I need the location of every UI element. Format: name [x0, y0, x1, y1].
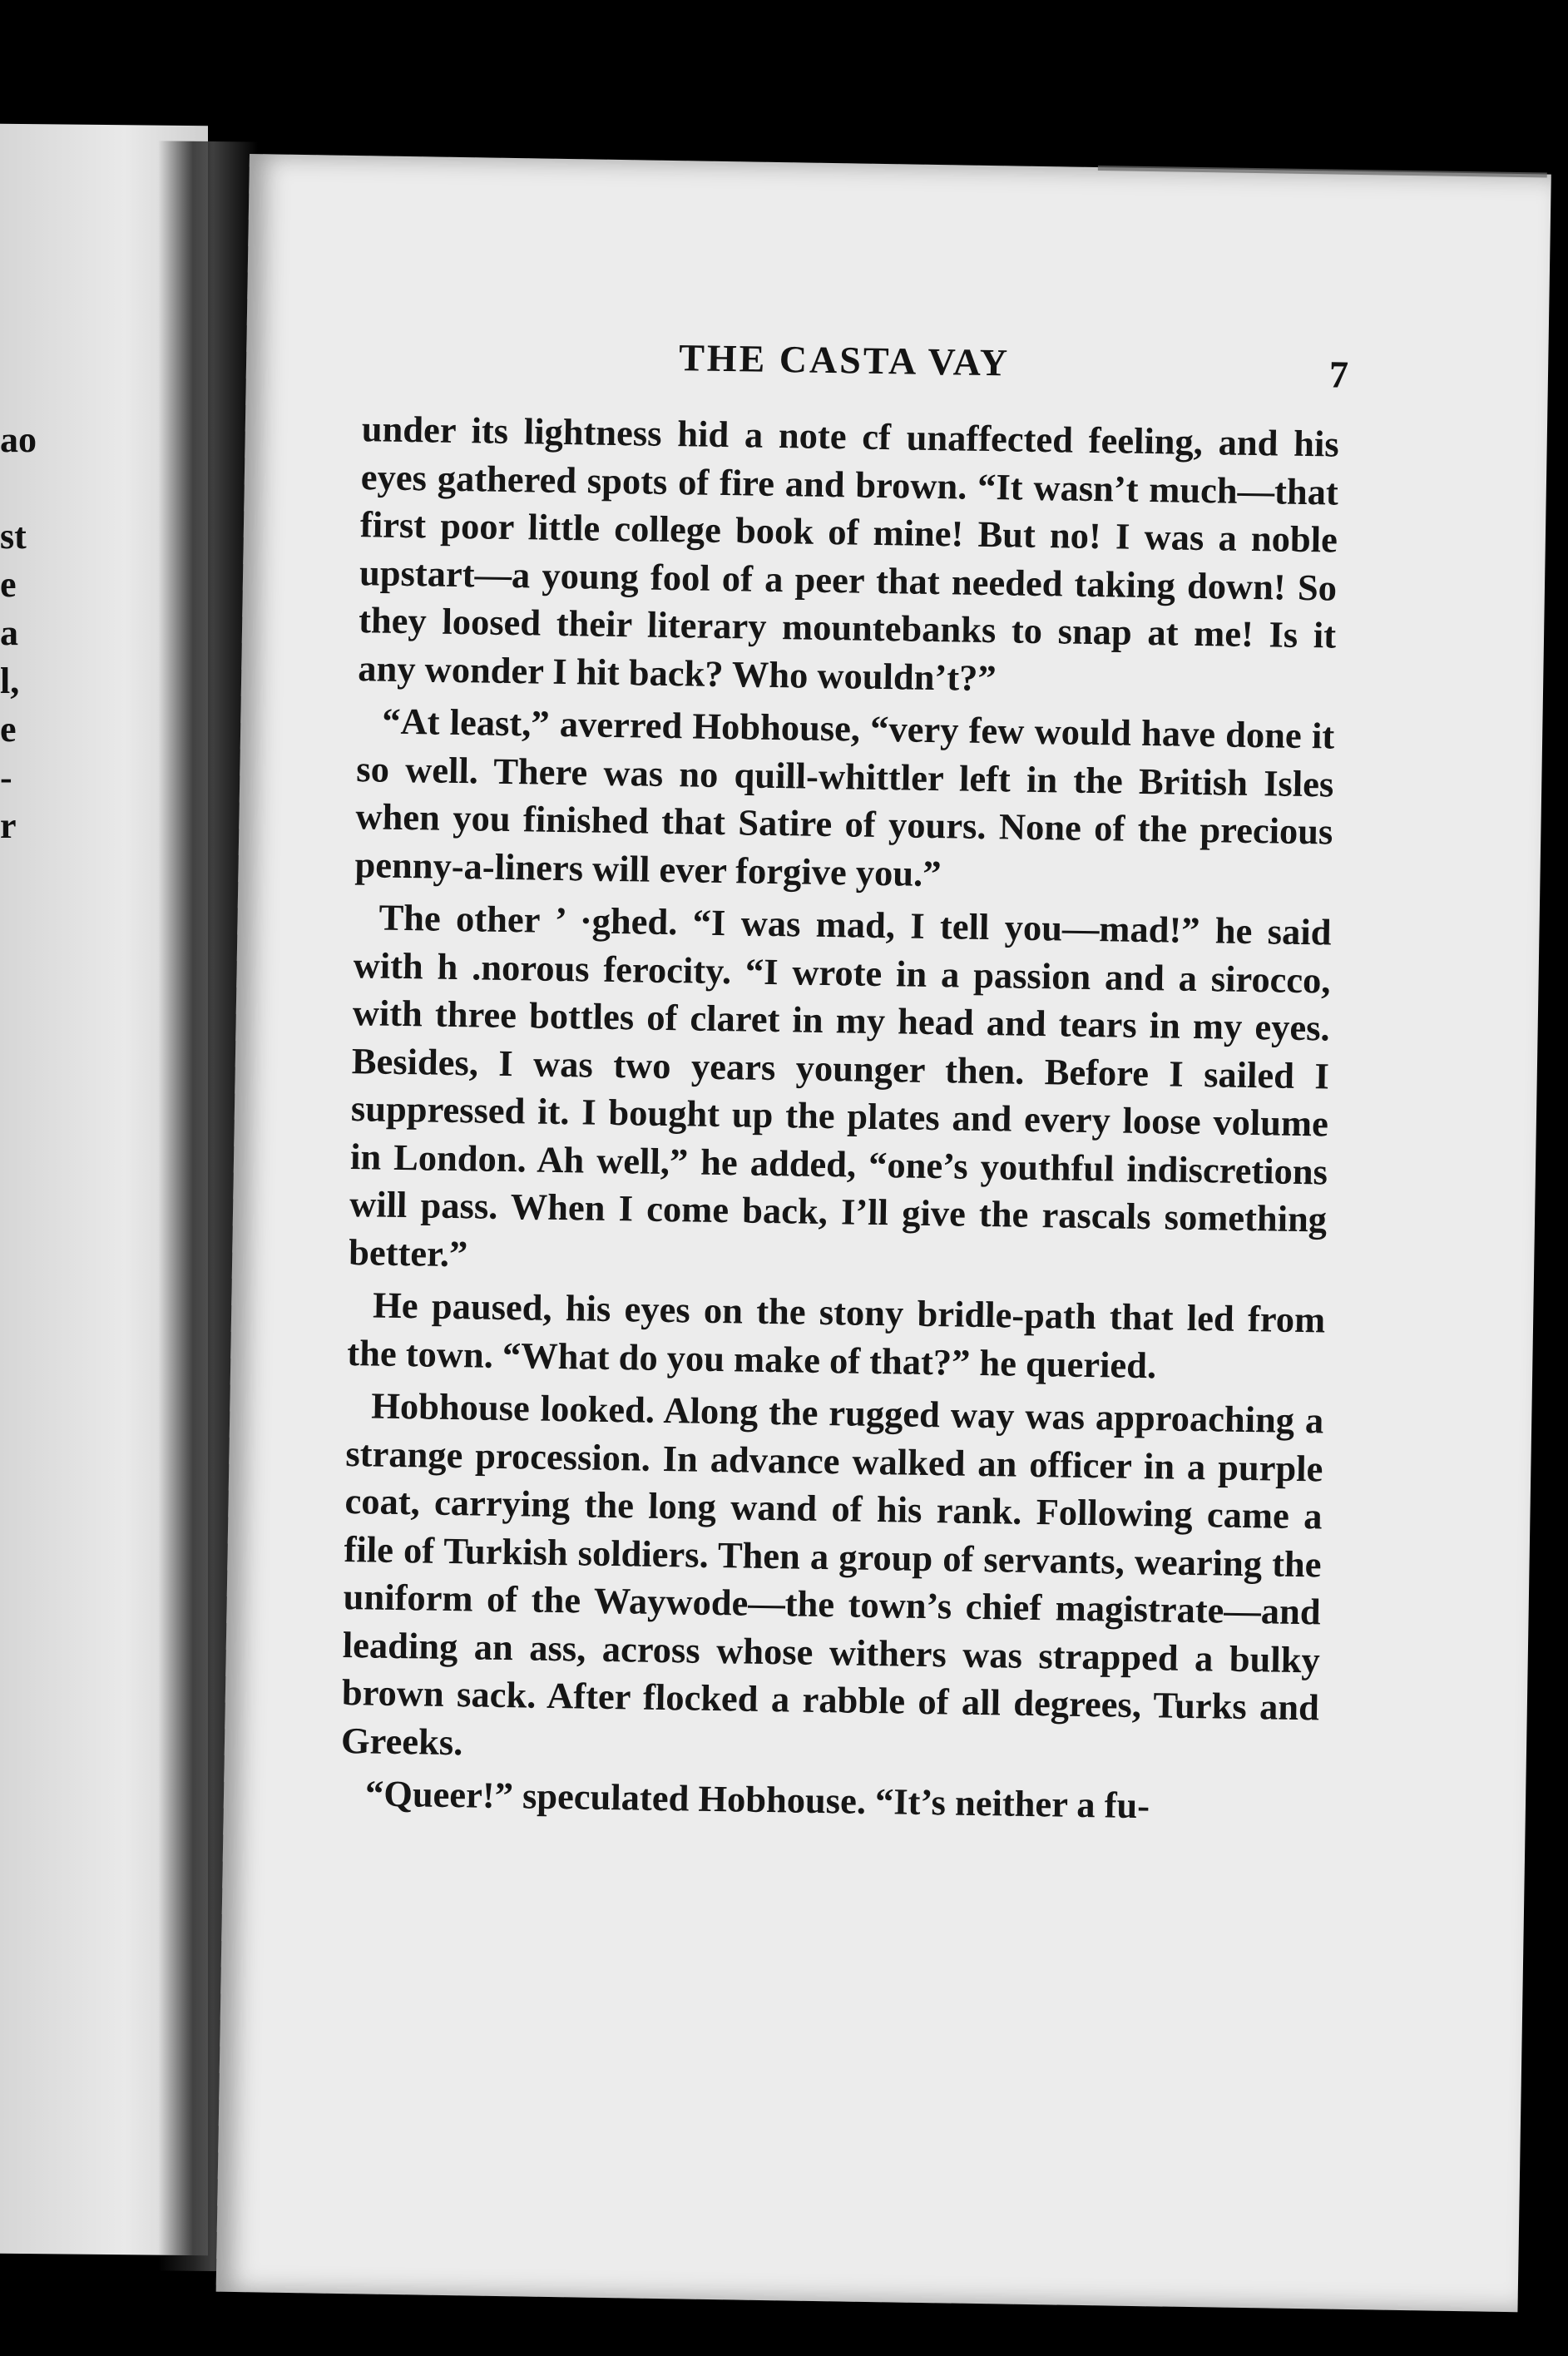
- paragraph: Hobhouse looked. Along the rugged way was approaching a strange procession. In advance walked an officer in a purple coat, carrying the long wand of his rank. Following came a file of Turkish soldiers. Then a group of servants, wearing the uniform of the Waywode—the town’s chief magistrate—and leading an ass, across whose withers was strapped a bulky brown sack. After flocked a rabble of all degrees, Turks and Greeks.: [340, 1384, 1324, 1763]
- page-top-edge: [1098, 166, 1547, 177]
- left-fragment: st: [0, 516, 27, 557]
- left-fragment: e: [0, 709, 17, 750]
- left-fragment: ao: [0, 419, 37, 460]
- page-number: 7: [1328, 353, 1349, 396]
- paragraph: He paused, his eyes on the stony bridle-path that led from the town. “What do you make of that?” he queried.: [346, 1284, 1326, 1386]
- left-fragment: [0, 464, 50, 512]
- paragraph: under its lightness hid a note cf unaffected feeling, and his eyes gathered spots of fire and brown. “It wasn’t much—that first poor little college book of mine! But no! I was a noble upstart—a young fool of a peer that needed taking down! So they loosed their literary mountebanks to snap at me! Is it any wonder I hit back? Who wouldn’t?”: [357, 408, 1340, 699]
- left-fragment: l,: [0, 661, 20, 701]
- left-page-text-fragments: [0, 416, 50, 850]
- running-title: THE CASTA VAY: [678, 336, 1011, 384]
- book-page: [216, 154, 1551, 2312]
- left-fragment: -: [0, 757, 12, 798]
- paragraph: The other ’ ·ghed. “I was mad, I tell you—mad!” he said with h .norous ferocity. “I wrote in a passion and a sirocco, with three bottles of claret in my head and tears in my eyes. Besides, I was two years younger then. Before I sailed I suppressed it. I bought up the plates and every loose volume in London. Ah well,” he added, “one’s youthful indiscretions will pass. When I come back, I’ll give the rascals something better.”: [348, 896, 1332, 1275]
- running-head: [246, 329, 1549, 399]
- paragraph: “Queer!” speculated Hobhouse. “It’s neither a fu-: [364, 1772, 1150, 1827]
- paragraph: “At least,” averred Hobhouse, “very few would have done it so well. There was no quill-whittler left in the British Isles when you finished that Satire of yours. None of the precious penny-a-liners will ever forgive you.”: [354, 700, 1335, 894]
- body-text: [340, 405, 1340, 1838]
- left-fragment: e: [0, 564, 17, 605]
- left-fragment: a: [0, 612, 18, 653]
- left-fragment: r: [0, 805, 17, 846]
